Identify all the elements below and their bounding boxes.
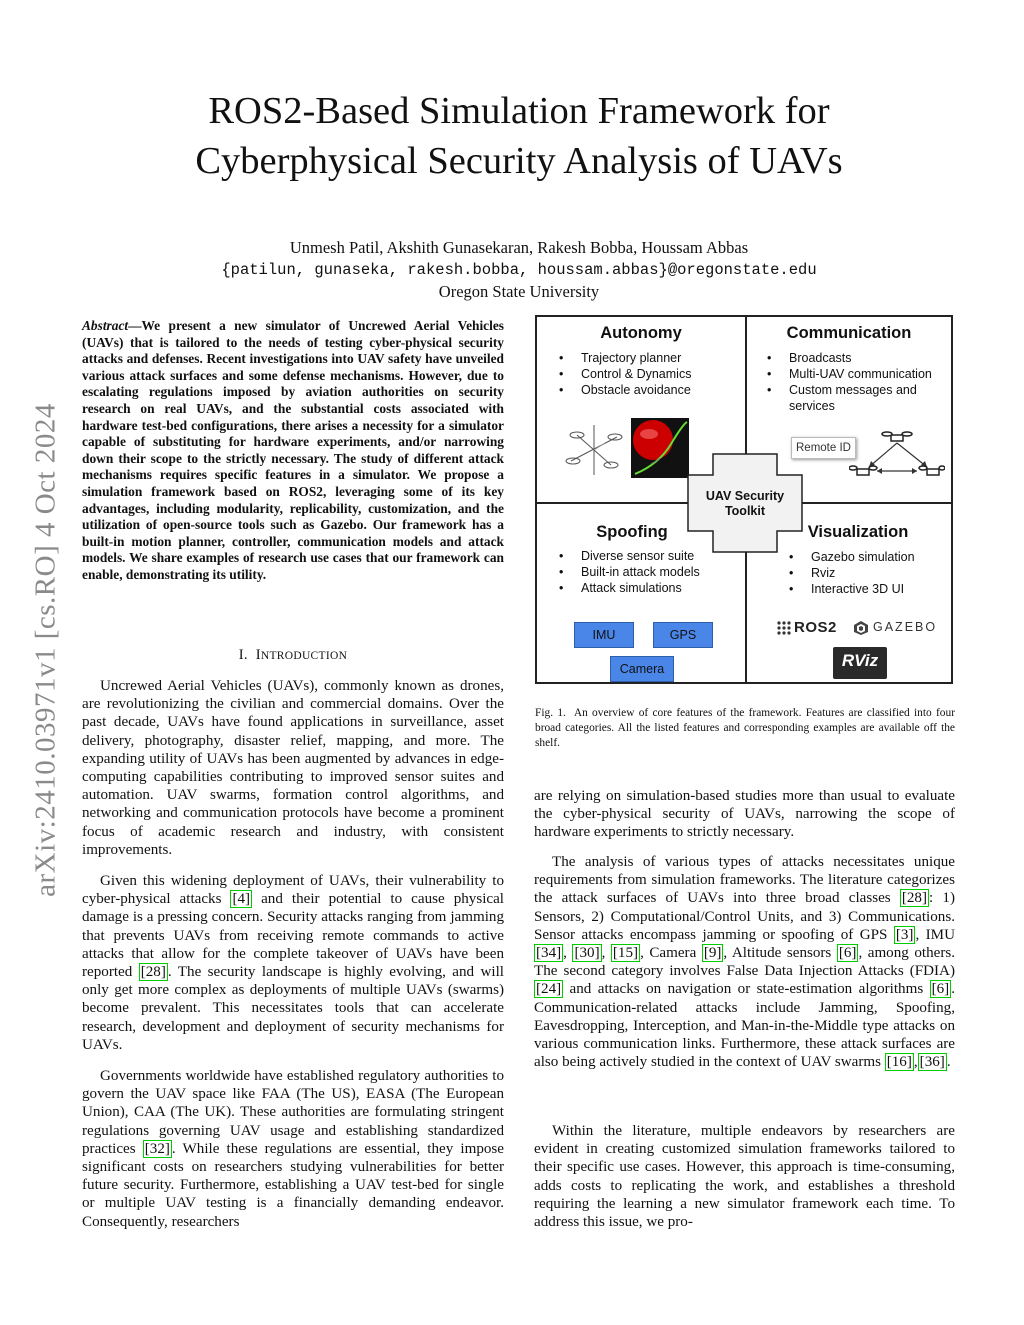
- paper-title: [100, 86, 938, 186]
- list-item: • Attack simulations: [553, 580, 741, 596]
- figure-caption: [535, 706, 955, 750]
- citation-link[interactable]: [6]: [931, 981, 950, 998]
- intro-p1-block: [82, 677, 504, 859]
- right-p2-text-e: , Altitude sensors: [723, 945, 837, 962]
- list-item: • Broadcasts: [761, 350, 947, 366]
- citation-link[interactable]: [36]: [919, 1054, 945, 1071]
- intro-p3-block: [82, 1067, 504, 1231]
- section-heading-introduction: [82, 647, 504, 664]
- right-paragraph-1: are relying on simulation-based studies more than usual to evaluate the cyber-physical security of UAVs, narrowing the scope of hardware experiments to strictly necessary.: [534, 788, 955, 841]
- emails: {patilun, gunaseka, rakesh.bobba, houssam.abbas}@oregonstate.edu: [221, 261, 817, 279]
- right-p2-text-c: , IMU: [915, 926, 955, 943]
- intro-paragraph-3: [82, 1067, 504, 1231]
- intro-paragraph-1: Uncrewed Aerial Vehicles (UAVs), commonly known as drones, are revolutionizing the civilian and commercial domains. Over the past decade, UAVs have found applications in surveillance, asset delivery, photography, disaster relief, mapping, and more. The expanding utility of UAVs has been augmented by advances in edge-computing capabilities contributing to improved sensor suites and automation. UAV swarms, formation control algorithms, and networking and communication protocols have become a prominent focus of academic research and industry, with consistent improvements.: [82, 678, 504, 858]
- gazebo-icon: [853, 620, 869, 636]
- toolkit-line-2: Toolkit: [724, 504, 766, 518]
- right-p2-text-g: and attacks on navigation or state-estimation algorithms: [563, 981, 930, 998]
- intro-p2-text-b: and their potential to cause physical damage is a pressing concern. Security attacks ranging from jamming that prevents UAVs from receiving remote commands to active attacks that allow for the complete takeover of UAVs have been reported: [82, 891, 505, 981]
- right-p2-sep-3: ,: [913, 1054, 918, 1071]
- arxiv-id: arXiv:2410.03971v1 [cs.RO] 4 Oct 2024: [29, 403, 62, 897]
- intro-p2-text-c: . The security landscape is highly evolving, and will only get more complex as deployments of multiple UAVs (swarms) become prevalent. This necessitates tools that can accelerate research, development and deployment of security mechanisms for UAVs.: [82, 964, 505, 1053]
- right-p2-text-h: . Communication-related attacks include Jamming, Spoofing, Eavesdropping, Interception, and Man-in-the-Middle type attacks on various communication links. Furthermore, these attack surfaces are also being actively studied in the context of UAV swarms: [534, 981, 955, 1071]
- imu-sensor-box: IMU: [574, 622, 634, 648]
- citation-link[interactable]: [30]: [574, 945, 600, 962]
- autonomy-list: [553, 350, 741, 398]
- right-paragraph-2: [534, 853, 955, 1071]
- toolkit-line-1: UAV Security: [705, 489, 785, 503]
- rviz-logo-text: RViz: [841, 651, 879, 670]
- right-p2-text-a: The analysis of various types of attacks necessitates unique requirements from simulation frameworks. The literature categorizes the attack surfaces of UAVs into three broad classes: [534, 854, 955, 907]
- citation-link[interactable]: [28]: [901, 890, 928, 907]
- arxiv-sidebar-stamp: [16, 360, 76, 940]
- citation-link[interactable]: [34]: [536, 945, 562, 962]
- citation-link[interactable]: [6]: [838, 945, 857, 962]
- abstract-label: Abstract: [82, 318, 129, 333]
- uav-security-toolkit-label: [687, 489, 803, 519]
- communication-list: [761, 350, 947, 414]
- spoofing-title: Spoofing: [596, 523, 668, 541]
- right-p2-block: [534, 853, 955, 1071]
- camera-sensor-box: Camera: [610, 656, 674, 682]
- list-item: • Trajectory planner: [553, 350, 741, 366]
- list-item: • Built-in attack models: [553, 564, 741, 580]
- citation-link[interactable]: [15]: [612, 945, 639, 962]
- citation-link[interactable]: [28]: [140, 964, 166, 981]
- intro-p2-block: [82, 872, 504, 1054]
- rviz-logo: [833, 647, 887, 679]
- list-item: • Obstacle avoidance: [553, 382, 741, 398]
- intro-p3-text-b: . While these regulations are essential, they impose significant costs on researchers studying vulnerabilities for better future security. Furthermore, establishing a UAV test-bed for single or multiple UAV testing is a financially demanding endeavor. Consequently, researchers: [82, 1140, 505, 1230]
- citation-link[interactable]: [32]: [144, 1140, 170, 1157]
- right-p2-sep-2: ,: [601, 945, 611, 962]
- multi-uav-network-diagram: [849, 429, 945, 479]
- visualization-title: Visualization: [807, 523, 909, 541]
- autonomy-title: Autonomy: [600, 324, 682, 342]
- section-numeral: I.: [238, 647, 248, 663]
- title-line-2: Cyberphysical Security Analysis of UAVs: [195, 140, 843, 182]
- intro-paragraph-2: [82, 872, 504, 1054]
- ros2-logo-text: ROS2: [794, 619, 837, 636]
- right-p1-block: [534, 787, 955, 842]
- list-item: • Interactive 3D UI: [783, 581, 949, 597]
- citation-link[interactable]: [24]: [536, 981, 562, 998]
- list-item: • Custom messages and services: [761, 382, 947, 414]
- abstract: [82, 318, 504, 584]
- list-item: • Gazebo simulation: [783, 549, 949, 565]
- list-item: • Control & Dynamics: [553, 366, 741, 382]
- remote-id-label: Remote ID: [791, 437, 856, 459]
- gps-sensor-box: GPS: [653, 622, 713, 648]
- communication-title: Communication: [786, 324, 912, 342]
- spoofing-list: [553, 548, 741, 596]
- citation-link[interactable]: [3]: [895, 926, 914, 943]
- section-head-first: I: [255, 647, 261, 663]
- section-head-rest: NTRODUCTION: [260, 650, 348, 662]
- list-item: • Rviz: [783, 565, 949, 581]
- affiliation: Oregon State University: [438, 282, 600, 301]
- right-p2-text-d: , Camera: [640, 945, 702, 962]
- right-p2-text-f: , among others. The second category involves False Data Injection Attacks (FDIA): [534, 945, 956, 980]
- right-p2-sep-1: ,: [563, 945, 573, 962]
- intro-p3-text-a: Governments worldwide have established regulatory authorities to govern the UAV space like FAA (The US), EASA (The European Union), CAA (The UK). These authorities are formulating stringent regulations governing UAV usage and establishing standardized practices: [82, 1068, 504, 1157]
- citation-link[interactable]: [16]: [886, 1054, 912, 1071]
- title-line-1: ROS2-Based Simulation Framework for: [208, 90, 830, 132]
- list-item: • Diverse sensor suite: [553, 548, 741, 564]
- gazebo-logo-text: GAZEBO: [873, 620, 938, 634]
- authors: Unmesh Patil, Akshith Gunasekaran, Rakesh Bobba, Houssam Abbas: [289, 238, 749, 257]
- ros-dots-icon: [777, 621, 791, 635]
- intro-p2-text-a: Given this widening deployment of UAVs, their vulnerability to cyber-physical attacks: [82, 873, 504, 908]
- trajectory-simulation-image: [631, 418, 689, 478]
- gazebo-logo: [853, 619, 937, 637]
- right-paragraph-3: Within the literature, multiple endeavors by researchers are evident in creating customized simulation frameworks tailored to their specific use cases. However, this approach is time-consuming, adds costs to replicating the work, and establishes a threshold requiring the learning a new simulator framework each time. To address this issue, we pro-: [534, 1123, 955, 1231]
- citation-link[interactable]: [9]: [703, 945, 722, 962]
- figure-1-overview: [535, 315, 953, 684]
- ros2-logo: [777, 619, 841, 637]
- abstract-text: —We present a new simulator of Uncrewed Aerial Vehicles (UAVs) that is tailored to the needs of testing cyber-physical security attacks and defenses. Recent investigations into UAV safety have unveiled various attack surfaces and some defense mechanisms. However, due to escalating regulations imposed by aviation authorities on security research on real UAVs, and the substantial costs associated with hardware test-bed configurations, there arises a necessity for a simulator capable of substituting for hardware experiments, and/or narrowing down their scope to the strictly necessary. The study of different attack mechanisms requires specific features in a simulator. We propose a simulation framework based on ROS2, leveraging some of its key advantages, including modularity, replicability, customization, and the utilization of open-source tools such as Gazebo. Our framework has a built-in motion planner, controller, communication models and attack models. We share examples of research use cases that our framework can enable, demonstrating its utility.: [82, 318, 504, 582]
- list-item: • Multi-UAV communication: [761, 366, 947, 382]
- right-p2-text-i: .: [946, 1054, 951, 1071]
- caption-text: An overview of core features of the framework. Features are classified into four broad categories. All the listed features and corresponding examples are available off the shelf.: [535, 707, 955, 749]
- right-p3-block: [534, 1122, 955, 1231]
- right-p2-text-b: : 1) Sensors, 2) Computational/Control Units, and 3) Communications. Sensor attacks encompass jamming or spoofing of GPS: [534, 890, 955, 943]
- quadrotor-diagram-image: [563, 421, 625, 477]
- visualization-list: [783, 549, 949, 597]
- caption-label: Fig. 1.: [535, 707, 566, 719]
- citation-link[interactable]: [4]: [232, 891, 251, 908]
